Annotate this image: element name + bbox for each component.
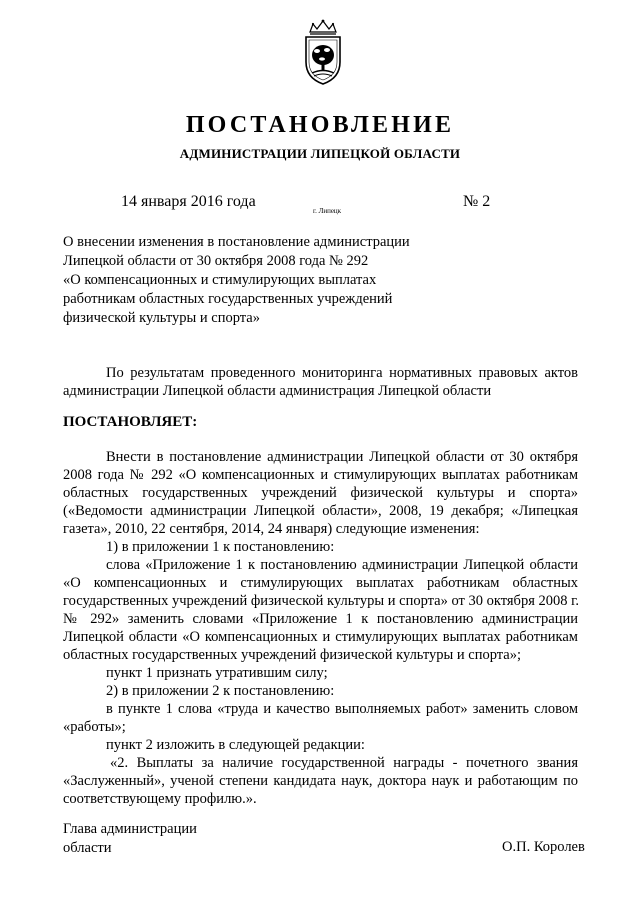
body-line: 2) в приложении 2 к постановлению: bbox=[106, 683, 335, 699]
body-line: «2. Выплаты за наличие государственной награды - почетного звания bbox=[110, 755, 578, 771]
document-title: ПОСТАНОВЛЕНИЕ bbox=[185, 112, 455, 138]
body-line: пункт 2 изложить в следующей редакции: bbox=[106, 737, 365, 753]
document-number: № 2 bbox=[463, 193, 491, 210]
body-line: 2008 года № 292 «О компенсационных и стимулирующих выплатах работникам bbox=[63, 467, 578, 483]
body-line: Внести в постановление администрации Липецкой области от 30 октября bbox=[106, 449, 578, 465]
body-line: Липецкой области «О компенсационных и стимулирующих выплатах работникам bbox=[63, 629, 578, 645]
subject-line: работникам областных государственных учреждений bbox=[63, 291, 393, 307]
document-city: г. Липецк bbox=[313, 207, 342, 215]
document-subtitle: АДМИНИСТРАЦИИ ЛИПЕЦКОЙ ОБЛАСТИ bbox=[179, 146, 461, 161]
body-line: в пункте 1 слова «труда и качество выполняемых работ» заменить словом bbox=[106, 701, 578, 717]
signatory-position-line: области bbox=[63, 840, 112, 856]
body-line: № 292» заменить словами «Приложение 1 к постановлению администрации bbox=[63, 611, 578, 627]
body-line: государственных учреждений физической культуры и спорта» от 30 октября 2008 г. bbox=[63, 593, 580, 609]
body-line: «работы»; bbox=[63, 719, 126, 735]
body-line: пункт 1 признать утратившим силу; bbox=[106, 665, 328, 681]
preamble-line: По результатам проведенного мониторинга нормативных правовых актов bbox=[106, 365, 578, 381]
subject-line: «О компенсационных и стимулирующих выплатах bbox=[63, 272, 377, 288]
coat-of-arms-emblem bbox=[300, 18, 346, 86]
document-date: 14 января 2016 года bbox=[121, 193, 256, 210]
body-line: соответствующему профилю.». bbox=[63, 791, 257, 807]
subject-line: Липецкой области от 30 октября 2008 года № 292 bbox=[63, 253, 369, 269]
decree-heading: ПОСТАНОВЛЯЕТ: bbox=[63, 414, 198, 430]
signatory-position bbox=[63, 820, 197, 858]
signatory-name: О.П. Королев bbox=[502, 839, 585, 855]
body-line: областных государственных учреждений физической культуры и спорта»; bbox=[63, 647, 521, 663]
body-line: «Заслуженный», ученой степени кандидата наук, доктора наук и работающим по bbox=[63, 773, 578, 789]
preamble-line: администрации Липецкой области администрация Липецкой области bbox=[63, 383, 492, 399]
subject-line: физической культуры и спорта» bbox=[63, 310, 260, 326]
signatory-position-line: Глава администрации bbox=[63, 821, 197, 837]
body-line: газета», 2010, 22 сентября, 2014, 24 января) следующие изменения: bbox=[63, 521, 480, 537]
body-line: 1) в приложении 1 к постановлению: bbox=[106, 539, 335, 555]
body-line: слова «Приложение 1 к постановлению администрации Липецкой области bbox=[106, 557, 578, 573]
subject-line: О внесении изменения в постановление администрации bbox=[63, 234, 410, 250]
body-line: областных государственных учреждений физической культуры и спорта» bbox=[63, 485, 578, 501]
body-line: «О компенсационных и стимулирующих выплатах работникам областных bbox=[63, 575, 578, 591]
document-subject bbox=[63, 233, 463, 328]
body-line: («Ведомости администрации Липецкой области», 2008, 19 декабря; «Липецкая bbox=[63, 503, 578, 519]
